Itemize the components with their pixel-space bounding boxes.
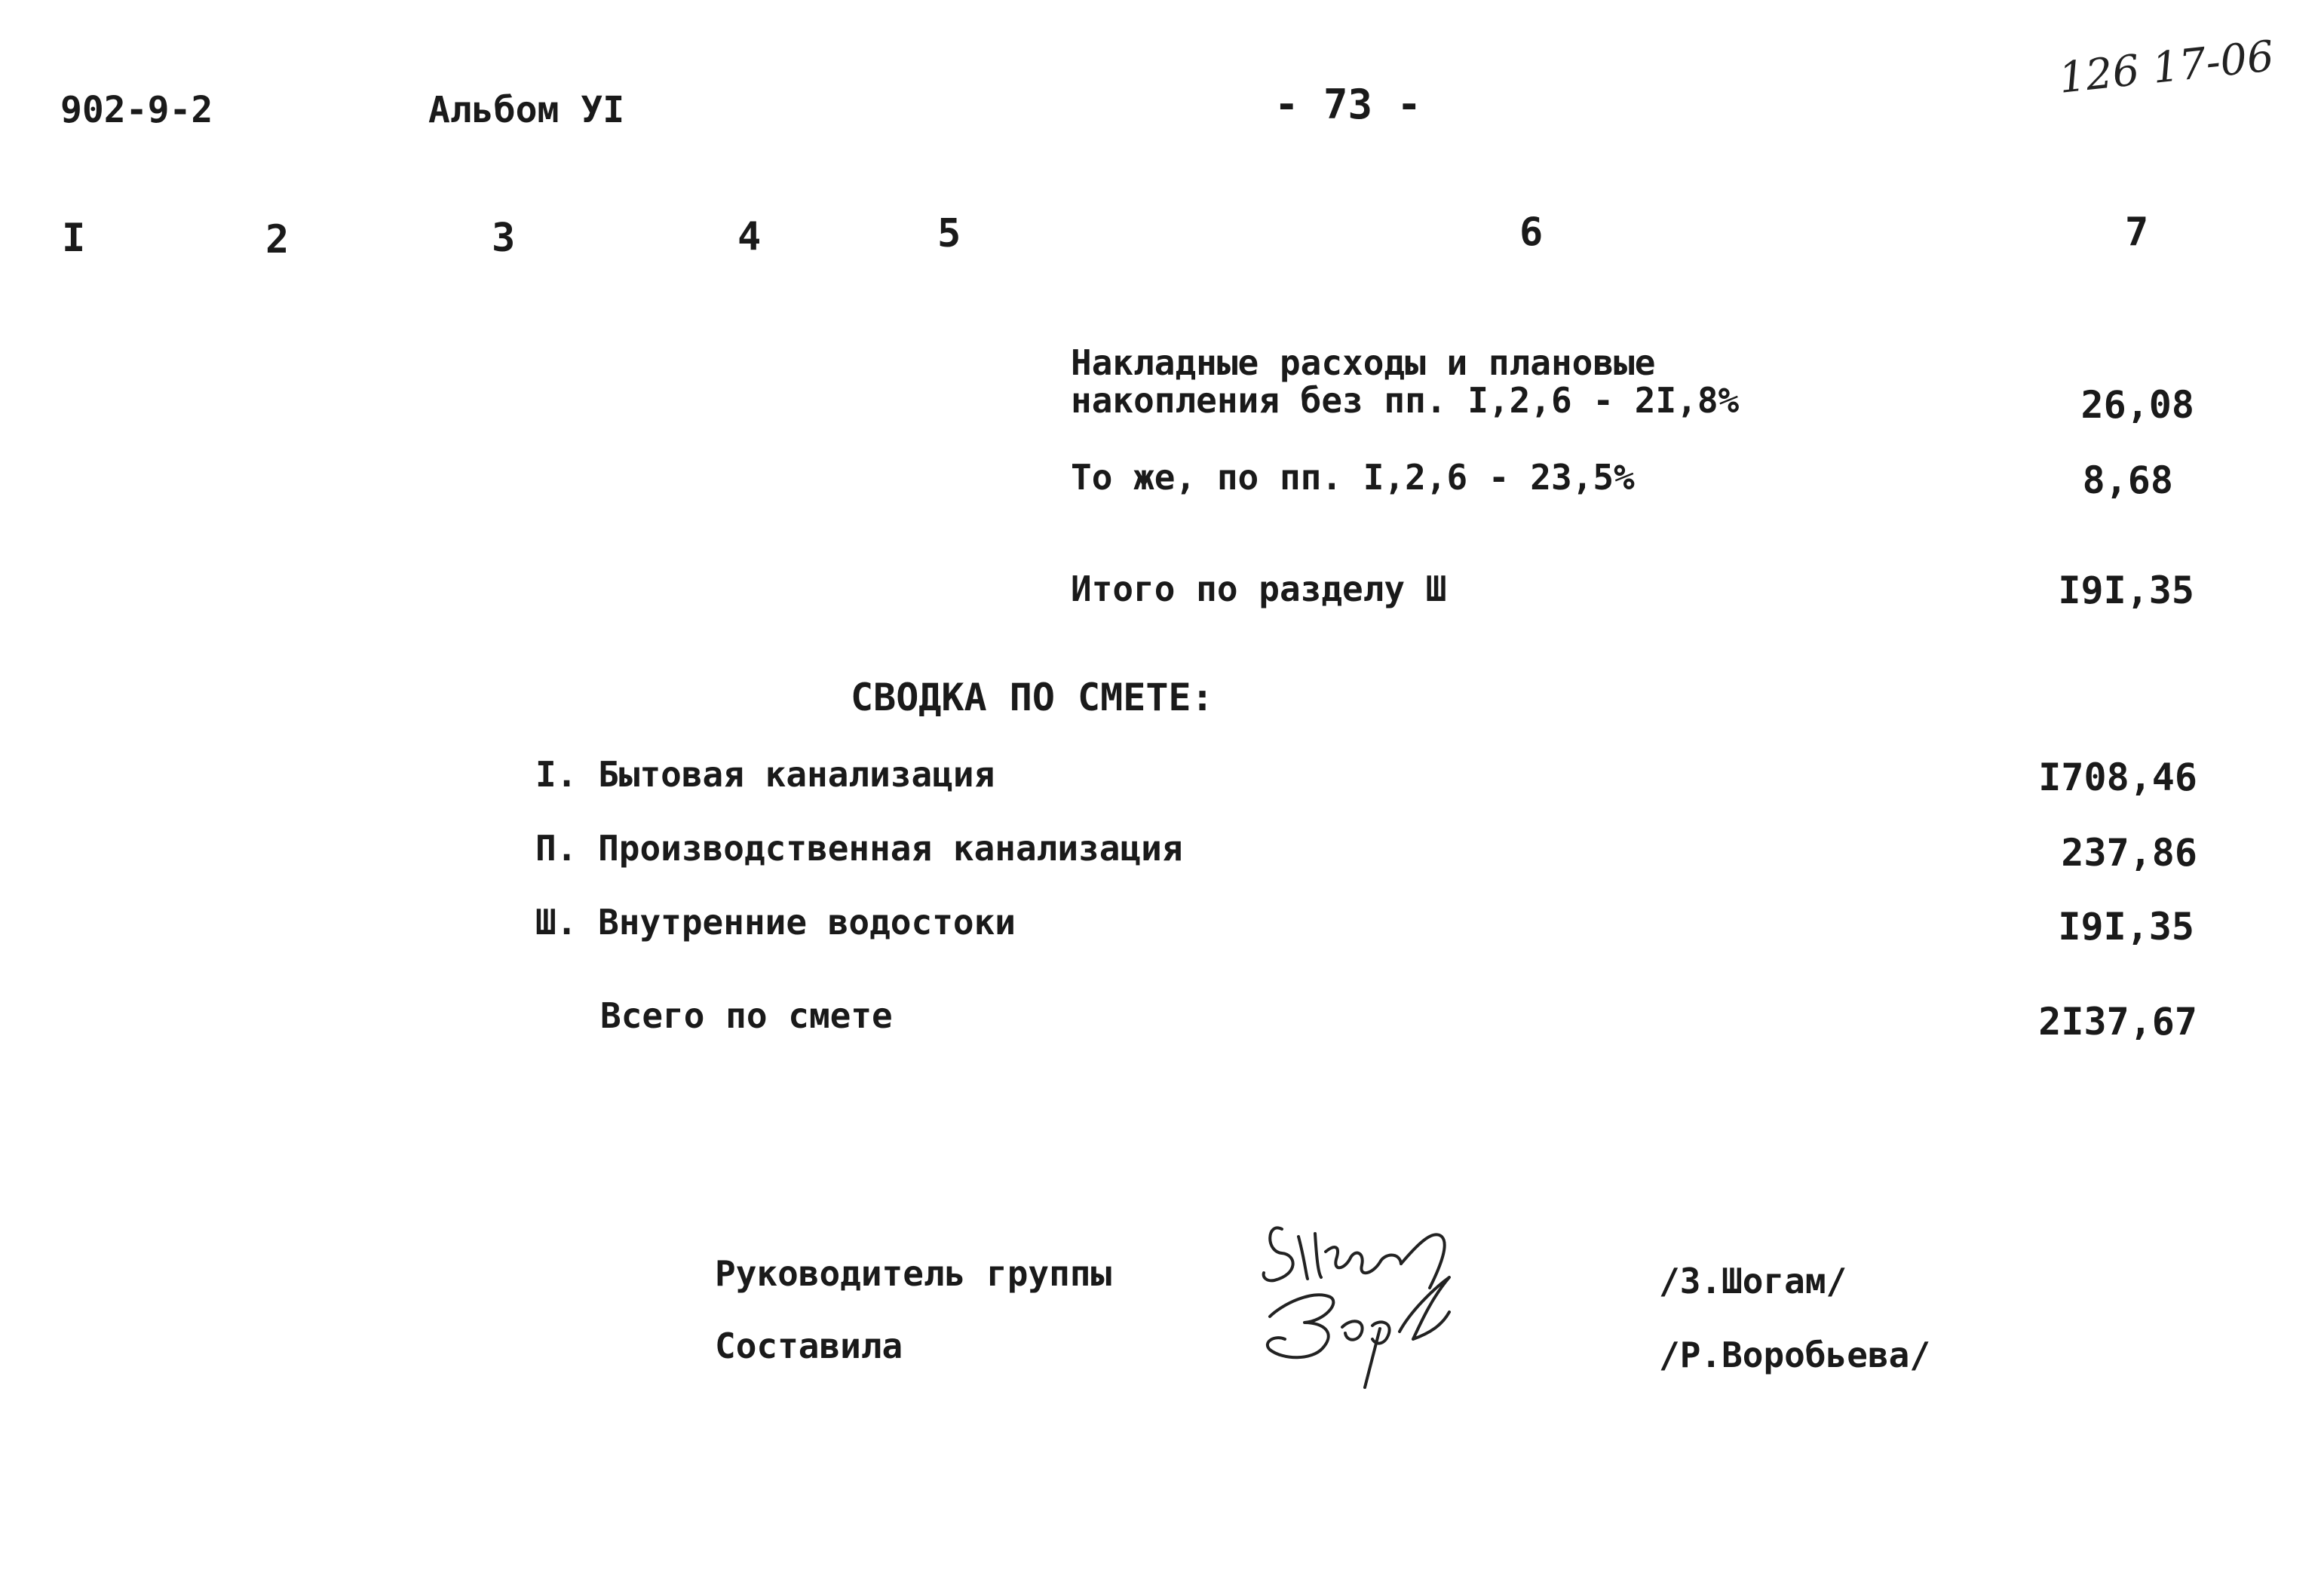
summary-item-label: I. Бытовая канализация [535, 754, 995, 795]
column-number-3: 3 [492, 216, 516, 261]
overhead-value: 26,08 [2080, 383, 2194, 427]
section-total-value: I9I,35 [2058, 569, 2194, 612]
summary-item-label: Ш. Внутренние водостоки [535, 902, 1016, 943]
grand-total-value: 2I37,67 [2038, 1000, 2197, 1044]
same-value: 8,68 [2082, 458, 2173, 502]
signature-role-compiler: Составила [715, 1326, 903, 1366]
overhead-label-line1: Накладные расходы и плановые [1071, 342, 1656, 383]
column-number-2: 2 [265, 217, 290, 262]
summary-title: СВОДКА ПО СМЕТЕ: [851, 676, 1214, 719]
signature-name-head: /З.Шогам/ [1659, 1261, 1847, 1301]
summary-item-value: I9I,35 [2058, 905, 2194, 949]
column-number-6: 6 [1519, 210, 1544, 255]
column-number-4: 4 [737, 214, 762, 259]
signature-role-head: Руководитель группы [715, 1253, 1112, 1294]
column-number-1: I [62, 216, 86, 261]
column-number-5: 5 [937, 211, 961, 256]
document-code: 902-9-2 [60, 89, 213, 131]
summary-item-value: 237,86 [2061, 831, 2197, 875]
column-number-7: 7 [2125, 210, 2149, 255]
same-label: То же, по пп. I,2,6 - 23,5% [1071, 457, 1635, 498]
handwritten-signature [1252, 1199, 1493, 1395]
grand-total-label: Всего по смете [600, 995, 893, 1036]
summary-item-label: П. Производственная канализация [535, 828, 1183, 869]
summary-item-value: I708,46 [2038, 756, 2197, 799]
section-total-label: Итого по разделу Ш [1071, 569, 1447, 609]
album-label: Альбом УI [428, 89, 625, 131]
page-number: - 73 - [1274, 81, 1422, 128]
overhead-label-line2: накопления без пп. I,2,6 - 2I,8% [1071, 380, 1740, 421]
handwritten-note: 126 17-06 [2056, 32, 2276, 103]
signature-name-compiler: /Р.Воробьева/ [1659, 1335, 1931, 1375]
